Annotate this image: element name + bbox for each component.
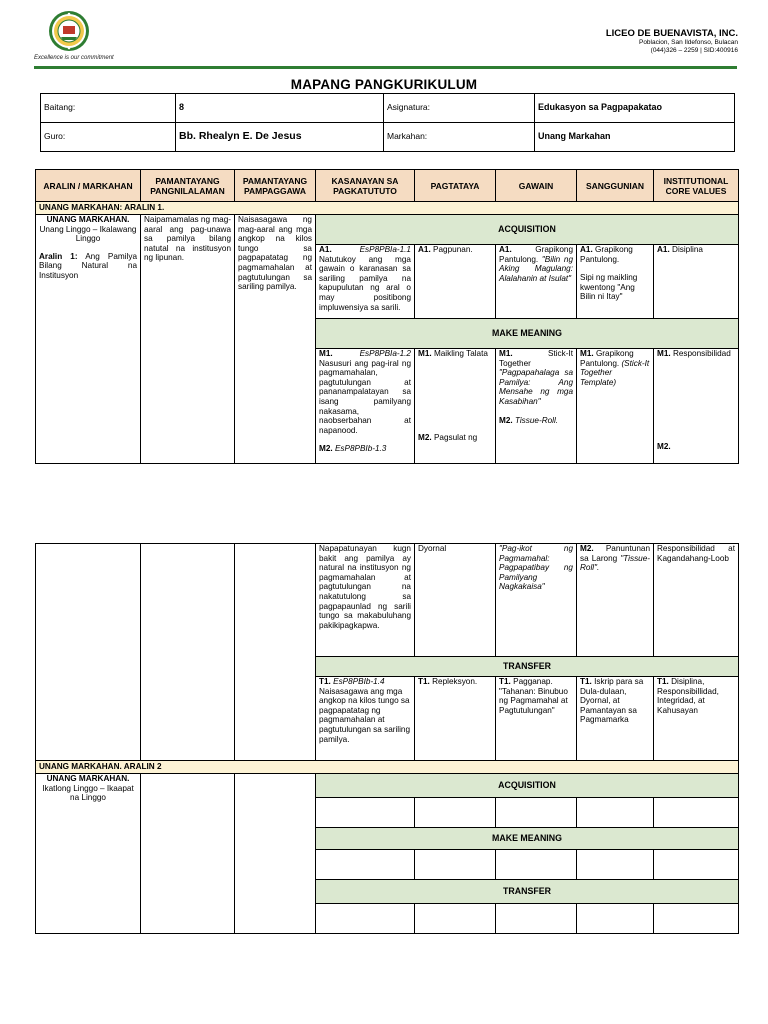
asignatura-value: Edukasyon sa Pagpapakatao — [535, 94, 735, 123]
guro-value: Bb. Rhealyn E. De Jesus — [176, 123, 384, 152]
col-header-gawain: GAWAIN — [496, 170, 577, 202]
guro-label: Guro: — [41, 123, 176, 152]
aralin-1-weeks: Unang Linggo – Ikalawang Linggo — [39, 224, 137, 244]
curriculum-table-part-2 — [35, 543, 739, 934]
acq-2-core-values — [654, 798, 739, 828]
col-header-pagtataya: PAGTATAYA — [415, 170, 496, 202]
mm-1-pagtataya-cont: Dyornal — [415, 544, 496, 657]
tr-2-sanggunian — [577, 904, 654, 934]
aralin-2-title: UNANG MARKAHAN. — [46, 774, 130, 783]
acq-1-gawain: A1. Grapikong Pantulong. "Bilin ng Aking Magulang: Alalahanin at Isulat" — [496, 245, 577, 319]
baitang-value: 8 — [176, 94, 384, 123]
school-address: Poblacion, San Ildefonso, Bulacan — [638, 39, 738, 46]
aralin-1-label: Aralin 1: — [39, 251, 78, 261]
mm-1-kasanayan-cont: Napapatunayan kugn bakit ang pamilya ay natural na institusyon ng pagmamahalan at pagtutulungan na nakatutulong sa pagpapaunlad ng sarili tungo sa makabuluhang pakikipagkapwa. — [316, 544, 415, 657]
pampaggawa-1: Naisasagawa ng mag-aaral ang mga angkop na kilos tungo sa pagpapatatag ng pagmamahalan at pagtutulungan sa sariling pamilya. — [235, 215, 316, 464]
school-seal-logo — [48, 10, 90, 52]
pangnilalaman-1-cont — [141, 544, 235, 761]
mm-2-kasanayan — [316, 850, 415, 880]
aralin-2-weeks: Ikatlong Linggo – Ikaapat na Linggo — [42, 783, 134, 803]
asignatura-label: Asignatura: — [384, 94, 535, 123]
school-tagline: Excellence is our commitment — [34, 55, 114, 61]
aralin-1-name-text: Ang Pamilya Bilang Natural na Institusyon — [39, 251, 137, 280]
col-header-pampaggawa: PAMANTAYANG PAMPAGGAWA — [235, 170, 316, 202]
tr-1-core-values: T1. Disiplina, Responsibillidad, Integridad, at Kahusayan — [654, 677, 739, 761]
acq-2-sanggunian — [577, 798, 654, 828]
acq-2-kasanayan — [316, 798, 415, 828]
mm-1-gawain-cont: "Pag-ikot ng Pagmamahal: Pagpapatibay ng Pamilyang Nagkakaisa" — [496, 544, 577, 657]
school-contact: (044)326 – 2259 | SID:400916 — [650, 47, 738, 54]
pampaggawa-2 — [235, 774, 316, 934]
phase-acquisition-1: ACQUISITION — [316, 215, 739, 245]
markahan-value: Unang Markahan — [535, 123, 735, 152]
tr-2-gawain — [496, 904, 577, 934]
aralin-1-cont — [36, 544, 141, 761]
tr-1-kasanayan: T1. EsP8PBIb-1.4 Naisasagawa ang mga angkop na kilos tungo sa pagpapatatag ng pagmamahalan at pagtutulungan sa sariling pamilya. — [316, 677, 415, 761]
mm-1-kasanayan: M1. EsP8PBIa-1.2 Nasusuri ang pag-iral ng pagmamahalan, pagtutulungan at pananampalatayan sa isang pamilyang nakasama, naobserbahan at napanood. M2. EsP8PBIb-1.3 — [316, 349, 415, 464]
aralin-1-title: UNANG MARKAHAN. — [46, 215, 130, 224]
school-name: LICEO DE BUENAVISTA, INC. — [605, 28, 738, 39]
tr-1-pagtataya: T1. Repleksyon. — [415, 677, 496, 761]
page-title: MAPANG PANGKURIKULUM — [290, 77, 478, 92]
col-header-pangnilalaman: PAMANTAYANG PANGNILALAMAN — [141, 170, 235, 202]
mm-2-gawain — [496, 850, 577, 880]
tr-1-sanggunian: T1. Iskrip para sa Dula-dulaan, Dyornal, at Pamantayan sa Pagmamarka — [577, 677, 654, 761]
mm-2-pagtataya — [415, 850, 496, 880]
pangnilalaman-1: Naipamamalas ng mag-aaral ang pag-unawa sa pamilya bilang natutal na institusyon ng lipunan. — [141, 215, 235, 464]
mm-1-core-values-cont: Responsibilidad at Kagandahang-Loob — [654, 544, 739, 657]
header-divider — [34, 66, 737, 69]
mm-1-sanggunian-cont: M2. Panuntunan sa Larong "Tissue-Roll". — [577, 544, 654, 657]
aralin-1-cell — [36, 215, 141, 464]
aralin-2-cell — [36, 774, 141, 934]
mm-2-sanggunian — [577, 850, 654, 880]
mm-2-core-values — [654, 850, 739, 880]
pampaggawa-1-cont — [235, 544, 316, 761]
mm-1-pagtataya: M1. Maikling Talata M2. Pagsulat ng — [415, 349, 496, 464]
phase-transfer-1: TRANSFER — [316, 657, 739, 677]
pangnilalaman-2 — [141, 774, 235, 934]
tr-2-kasanayan — [316, 904, 415, 934]
tr-2-core-values — [654, 904, 739, 934]
acq-1-kasanayan: A1. EsP8PBIa-1.1 Natutukoy ang mga gawain o karanasan sa sariling pamilya na kapupulutan ng aral o may positibong impluwensiya sa sarili. — [316, 245, 415, 319]
aralin-1-name — [39, 252, 137, 281]
phase-acquisition-2: ACQUISITION — [316, 774, 739, 798]
col-header-kasanayan: KASANAYAN SA PAGKATUTUTO — [316, 170, 415, 202]
mm-1-sanggunian: M1. Grapikong Pantulong. (Stick-It Together Template) — [577, 349, 654, 464]
col-header-aralin: ARALIN / MARKAHAN — [36, 170, 141, 202]
phase-transfer-2: TRANSFER — [316, 880, 739, 904]
tr-1-gawain: T1. Pagganap. "Tahanan: Binubuo ng Pagmamahal at Pagtutulungan" — [496, 677, 577, 761]
acq-1-pagtataya: A1. Pagpunan. — [415, 245, 496, 319]
phase-make-meaning-1: MAKE MEANING — [316, 319, 739, 349]
mm-1-core-values: M1. Responsibilidad M2. — [654, 349, 739, 464]
acq-2-gawain — [496, 798, 577, 828]
col-header-core-values: INSTITUTIONAL CORE VALUES — [654, 170, 739, 202]
col-header-sanggunian: SANGGUNIAN — [577, 170, 654, 202]
baitang-label: Baitang: — [41, 94, 176, 123]
acq-2-pagtataya — [415, 798, 496, 828]
acq-1-sanggunian: A1. Grapikong Pantulong. Sipi ng maikling kwentong "Ang Bilin ni Itay" — [577, 245, 654, 319]
curriculum-table-part-1 — [35, 169, 739, 464]
lesson-1-banner: UNANG MARKAHAN: ARALIN 1. — [36, 202, 739, 215]
acq-1-core-values: A1. Disiplina — [654, 245, 739, 319]
lesson-2-banner: UNANG MARKAHAN. ARALIN 2 — [36, 761, 739, 774]
markahan-label: Markahan: — [384, 123, 535, 152]
tr-2-pagtataya — [415, 904, 496, 934]
info-table — [40, 93, 735, 152]
mm-1-gawain: M1. Stick-It Together "Pagpapahalaga sa Pamilya: Ang Mensahe ng mga Kasabihan" M2. Tissue-Roll. — [496, 349, 577, 464]
school-info — [606, 28, 738, 55]
phase-make-meaning-2: MAKE MEANING — [316, 828, 739, 850]
